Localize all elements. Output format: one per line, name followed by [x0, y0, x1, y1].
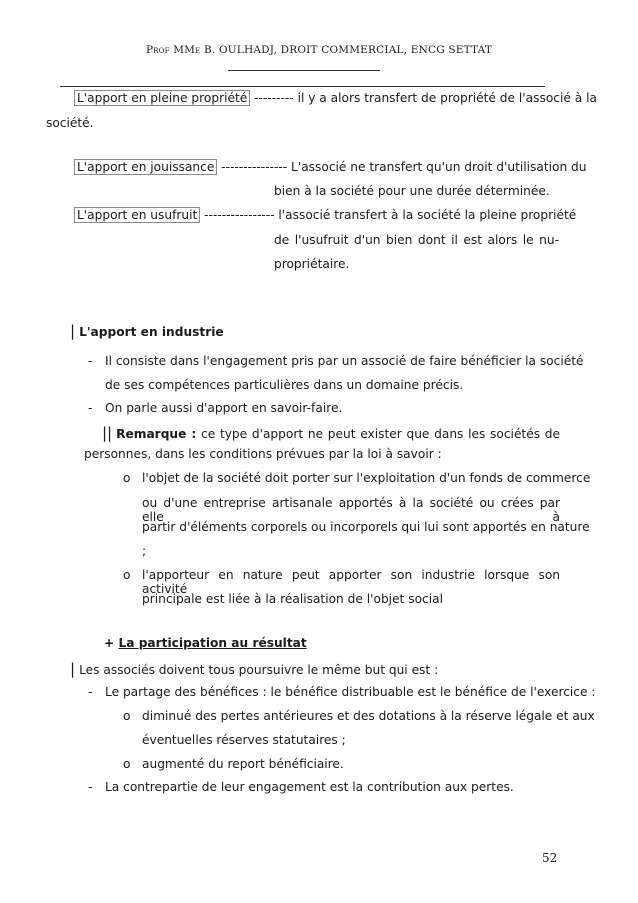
- industrie-sub2-line1: l'apporteur en nature peut apporter son industrie lorsque son activité: [142, 568, 560, 596]
- apport-pleine-propriete: [74, 91, 597, 105]
- industrie-sub1-line2: ou d'une entreprise artisanale apportés à la société ou crées par elle à: [142, 496, 560, 524]
- dash-marker: -: [88, 401, 93, 415]
- industrie-title-text: L'apport en industrie: [79, 325, 224, 339]
- remarque-line1: [102, 424, 560, 442]
- industrie-sub1-line1: l'objet de la société doit porter sur l'exploitation d'un fonds de commerce: [142, 471, 591, 485]
- remarque-label: Remarque :: [116, 427, 197, 441]
- text-jouissance-line1: --------------- L'associé ne transfert qu'un droit d'utilisation du: [221, 160, 587, 174]
- text-usufruit-line3: propriétaire.: [274, 257, 350, 271]
- industrie-bullet1-line1: Il consiste dans l'engagement pris par un associé de faire bénéficier la société: [105, 354, 584, 368]
- circle-marker: o: [123, 471, 131, 485]
- participation-sub2: augmenté du report bénéficiaire.: [142, 757, 344, 771]
- participation-sub1-line1: diminué des pertes antérieures et des dotations à la réserve légale et aux: [142, 709, 595, 723]
- section-industrie-title: [70, 322, 224, 340]
- text-jouissance-line2: bien à la société pour une durée déterminée.: [274, 184, 550, 198]
- participation-intro: [70, 660, 438, 678]
- text-pleine-propriete-line2: société.: [46, 116, 94, 130]
- header-rule: [60, 86, 545, 87]
- plus-icon: +: [104, 636, 115, 650]
- industrie-sub2-line2: principale est liée à la réalisation de l'objet social: [142, 592, 443, 606]
- page-header: Prof MMe B. OULHADJ, DROIT COMMERCIAL, ENCG SETTAT: [145, 44, 493, 56]
- participation-sub1-line2: éventuelles réserves statutaires ;: [142, 733, 346, 747]
- industrie-sub1-line3: partir d'éléments corporels ou incorporels qui lui sont apportés en nature: [142, 520, 590, 534]
- section-bar-icon: |: [70, 322, 76, 340]
- dash-marker: -: [88, 354, 93, 368]
- industrie-bullet2: On parle aussi d'apport en savoir-faire.: [105, 401, 343, 415]
- apport-jouissance: [74, 160, 587, 174]
- circle-marker: o: [123, 709, 131, 723]
- apport-usufruit: [74, 208, 576, 222]
- industrie-bullet1-line2: de ses compétences particulières dans un domaine précis.: [105, 378, 464, 392]
- remarque-line2: personnes, dans les conditions prévues par la loi à savoir :: [84, 447, 442, 461]
- industrie-sub1-line4: ;: [142, 544, 147, 558]
- participation-title-text: La participation au résultat: [118, 636, 307, 650]
- participation-bullet1: Le partage des bénéfices : le bénéfice distribuable est le bénéfice de l'exercice :: [105, 685, 596, 699]
- section-participation-title: [104, 636, 307, 650]
- text-usufruit-line1: ---------------- l'associé transfert à la société la pleine propriété: [204, 208, 577, 222]
- label-pleine-propriete: L'apport en pleine propriété: [74, 90, 250, 106]
- remarque-text: ce type d'apport ne peut exister que dans les sociétés de: [201, 427, 561, 441]
- circle-marker: o: [123, 757, 131, 771]
- page-number: 52: [542, 851, 558, 865]
- header-underline-short: [228, 70, 380, 71]
- text-usufruit-line2: de l'usufruit d'un bien dont il est alors le nu-: [274, 233, 559, 247]
- circle-marker: o: [123, 568, 131, 582]
- dash-marker: -: [88, 685, 93, 699]
- dash-marker: -: [88, 780, 93, 794]
- label-usufruit: L'apport en usufruit: [74, 207, 200, 223]
- participation-bullet2: La contrepartie de leur engagement est la contribution aux pertes.: [105, 780, 514, 794]
- participation-intro-text: Les associés doivent tous poursuivre le même but qui est :: [79, 663, 439, 677]
- text-pleine-propriete-line1: --------- il y a alors transfert de propriété de l'associé à la: [254, 91, 597, 105]
- section-bar-icon: |: [70, 660, 76, 678]
- remarque-bar-icon: ||: [102, 424, 113, 442]
- label-jouissance: L'apport en jouissance: [74, 159, 217, 175]
